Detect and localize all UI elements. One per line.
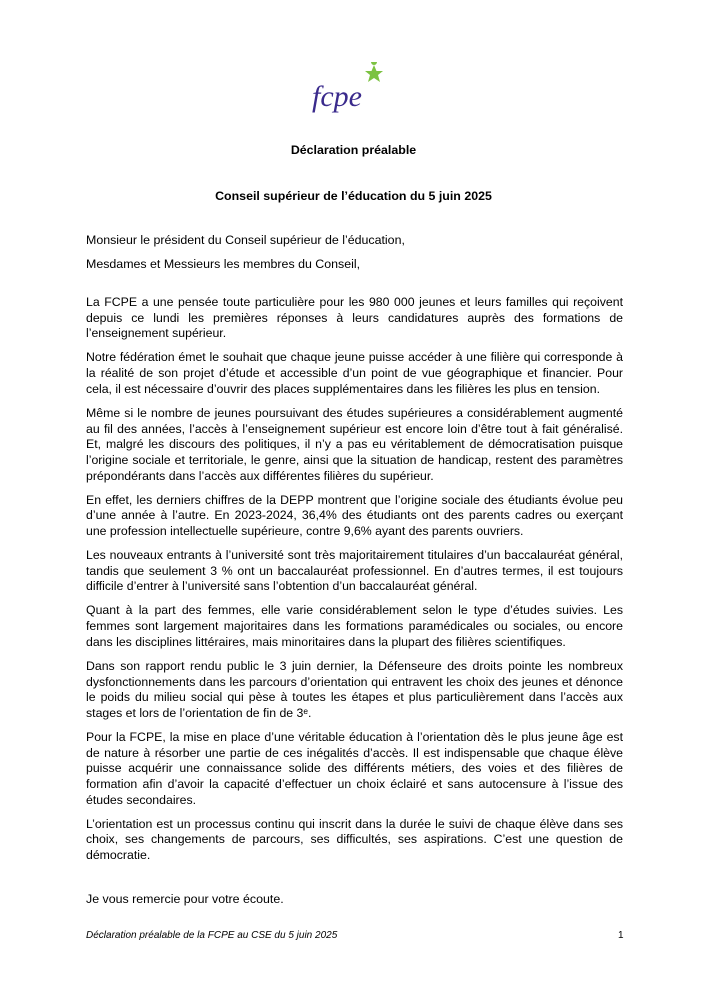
fcpe-logo [310, 62, 388, 122]
paragraph: Dans son rapport rendu public le 3 juin dernier, la Défenseure des droits pointe les nombreux dysfonctionnements dans les parcours d’orientation qui entravent les choix des jeunes et dénonce le poids du milieu social qui pèse à toutes les étapes et plus particulièrement dans l’accès aux stages et lors de l’orientation de fin de 3ᵉ. [86, 658, 623, 720]
page-number: 1 [618, 930, 624, 941]
salutation-line: Monsieur le président du Conseil supérieur de l’éducation, [86, 233, 405, 247]
closing-line: Je vous remercie pour votre écoute. [86, 892, 284, 906]
paragraph: Pour la FCPE, la mise en place d’une véritable éducation à l’orientation dès le plus jeune âge est de nature à résorber une partie de ces inégalités d’accès. Il est indispensable que chaque élève puisse acquérir une connaissance solide des différents métiers, des voies et des filières de formation afin d’avoir la capacité d’effectuer un choix éclairé et sans autocensure à l’issue des études secondaires. [86, 729, 623, 807]
star-figure-icon [365, 62, 383, 82]
fcpe-logo-text: fcpe [312, 80, 362, 113]
paragraph: L’orientation est un processus continu qui inscrit dans la durée le suivi de chaque élève dans ses choix, ses changements de parcours, ses difficultés, ses aspirations. C’est une question de démocratie. [86, 816, 623, 863]
document-subtitle: Conseil supérieur de l’éducation du 5 juin 2025 [215, 189, 492, 203]
paragraph: Les nouveaux entrants à l’université sont très majoritairement titulaires d’un baccalauréat général, tandis que seulement 3 % ont un baccalauréat professionnel. En d’autres termes, il est toujours difficile d’entrer à l’université sans l’obtention d’un baccalauréat général. [86, 548, 623, 594]
paragraph: Notre fédération émet le souhait que chaque jeune puisse accéder à une filière qui corresponde à la réalité de son projet d’étude et accessible d’un point de vue géographique et financier. Pour cela, il est nécessaire d’ouvrir des places supplémentaires dans les filières les plus en tension. [86, 350, 623, 396]
body-text [86, 295, 623, 872]
page-footer: Déclaration préalable de la FCPE au CSE du 5 juin 2025 [86, 930, 338, 941]
paragraph: La FCPE a une pensée toute particulière pour les 980 000 jeunes et leurs familles qui reçoivent depuis ce lundi les premières réponses à leurs candidatures auprès des formations de l’enseignement supérieur. [86, 295, 623, 341]
paragraph: En effet, les derniers chiffres de la DEPP montrent que l’origine sociale des étudiants évolue peu d’une année à l’autre. En 2023-2024, 36,4% des étudiants ont des parents cadres ou exerçant une profession intellectuelle supérieure, contre 9,6% ayant des parents ouvriers. [86, 492, 623, 539]
paragraph: Même si le nombre de jeunes poursuivant des études supérieures a considérablement augmenté au fil des années, l’accès à l’enseignement supérieur est encore loin d’être tout à fait généralisé. Et, malgré les discours des politiques, il n’y a pas eu véritablement de démocratisation puisque l’origine sociale et territoriale, le genre, ainsi que la situation de handicap, restent des paramètres prépondérants dans l’accès aux différentes filières du supérieur. [86, 405, 623, 483]
paragraph: Quant à la part des femmes, elle varie considérablement selon le type d’études suivies. Les femmes sont largement majoritaires dans les formations paramédicales ou sociales, ou encore dans les disciplines littéraires, mais minoritaires dans la plupart des filières scientifiques. [86, 603, 623, 649]
salutation-line: Mesdames et Messieurs les membres du Conseil, [86, 257, 361, 271]
document-title: Déclaration préalable [290, 143, 417, 157]
